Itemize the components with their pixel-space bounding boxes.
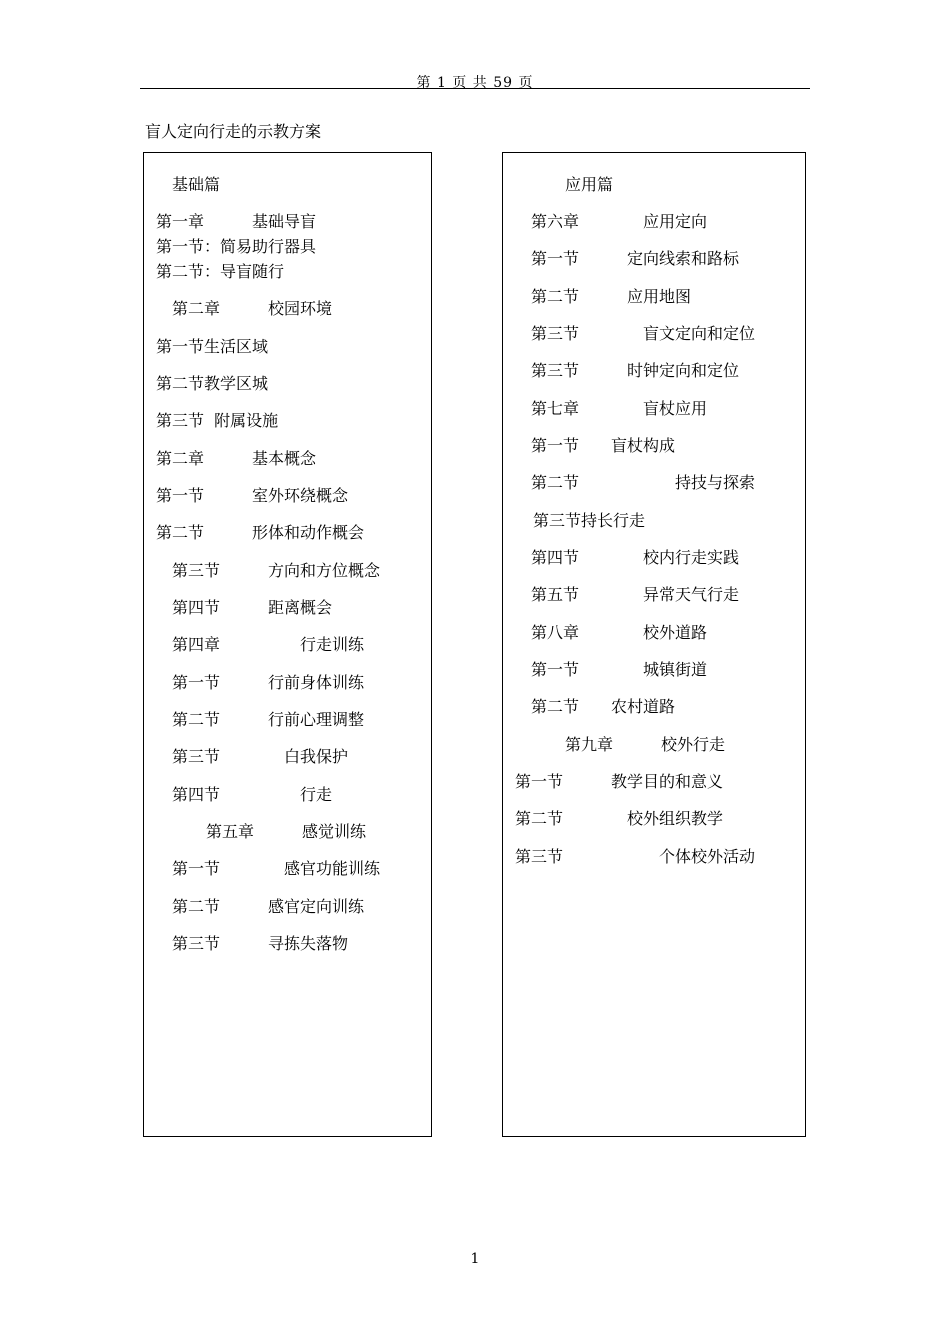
outline-item: 第四节 距离概会: [172, 598, 333, 617]
outline-item: 第四节 校内行走实践: [531, 548, 740, 567]
right-outline-box: [502, 152, 806, 1137]
header-rule: [140, 88, 810, 89]
outline-item: 第四节 行走: [172, 785, 333, 804]
outline-item: 第三节 时钟定向和定位: [531, 361, 740, 380]
outline-item: 第二节教学区城: [156, 374, 269, 393]
outline-item: 第二节 农村道路: [531, 697, 676, 716]
outline-item: 第三节 附属设施: [156, 411, 279, 430]
outline-item: 第一节 行前身体训练: [172, 673, 365, 692]
outline-item: 第二节 应用地图: [531, 287, 692, 306]
outline-item: 第二章 校园环境: [172, 299, 333, 318]
outline-item: 第一节 城镇街道: [531, 660, 708, 679]
page-header: 第 1 页 共 59 页: [416, 75, 534, 91]
outline-item: 第一章 基础导盲: [156, 212, 317, 231]
outline-item: 第二节 持技与探索: [531, 473, 756, 492]
outline-item: 第三节 寻拣失落物: [172, 934, 349, 953]
section-heading-application: 应用篇: [565, 175, 614, 194]
outline-item: 第一节 定向线索和路标: [531, 249, 740, 268]
outline-item: 第一节 感官功能训练: [172, 859, 381, 878]
outline-item: 第三节 方向和方位概念: [172, 561, 381, 580]
outline-item: 第五章 感觉训练: [206, 822, 367, 841]
document-title: 盲人定向行走的示教方案: [145, 122, 322, 141]
outline-item: 第二节：导盲随行: [156, 262, 285, 281]
outline-item: 第一节生活区域: [156, 337, 269, 356]
outline-item: 第二节 形体和动作概会: [156, 523, 365, 542]
outline-item: 第一节 教学目的和意义: [515, 772, 724, 791]
outline-item: 第八章 校外道路: [531, 623, 708, 642]
outline-item: 第三节 盲文定向和定位: [531, 324, 756, 343]
outline-item: 第五节 异常天气行走: [531, 585, 740, 604]
outline-item: 第二节 校外组织教学: [515, 809, 724, 828]
outline-item: 第三节持长行走: [533, 511, 646, 530]
outline-item: 第三节 白我保护: [172, 747, 349, 766]
page-number: 1: [470, 1251, 480, 1267]
outline-item: 第二节 感官定向训练: [172, 897, 365, 916]
left-outline-box: [143, 152, 432, 1137]
outline-item: 第三节 个体校外活动: [515, 847, 756, 866]
outline-item: 第七章 盲杖应用: [531, 399, 708, 418]
outline-item: 第九章 校外行走: [565, 735, 726, 754]
outline-item: 第二节 行前心理调整: [172, 710, 365, 729]
outline-item: 第四章 行走训练: [172, 635, 365, 654]
outline-item: 第六章 应用定向: [531, 212, 708, 231]
outline-item: 第一节 盲杖构成: [531, 436, 676, 455]
section-heading-basic: 基础篇: [172, 175, 221, 194]
outline-item: 第一节 室外环绕概念: [156, 486, 349, 505]
outline-item: 第一节：简易助行器具: [156, 237, 317, 256]
outline-item: 第二章 基本概念: [156, 449, 317, 468]
